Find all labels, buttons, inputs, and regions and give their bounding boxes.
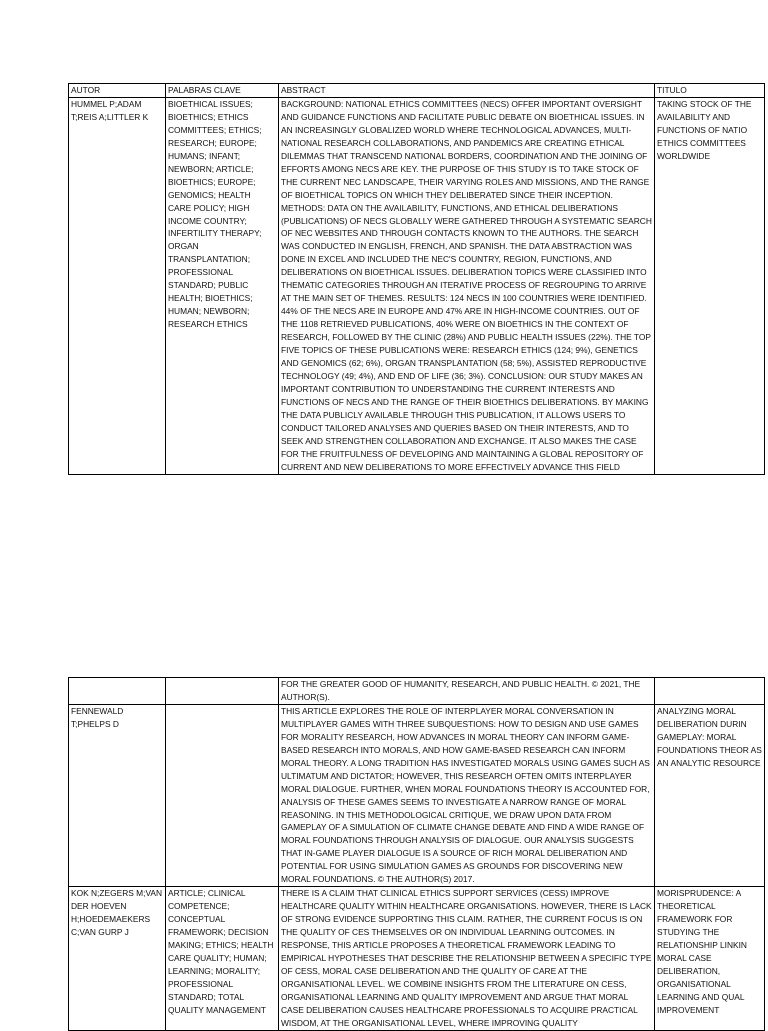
- table-row: [69, 887, 765, 1030]
- cell-palabras-clave[interactable]: [166, 704, 279, 886]
- page-2-table: [68, 677, 765, 1031]
- cell-autor[interactable]: FENNEWALD T;PHELPS D: [69, 704, 166, 886]
- cell-autor[interactable]: HUMMEL P;ADAM T;REIS A;LITTLER K: [69, 97, 166, 474]
- cell-titulo[interactable]: TAKING STOCK OF THE AVAILABILITY AND FUNCTIONS OF NATIO ETHICS COMMITTEES WORLDWIDE: [655, 97, 765, 474]
- cell-titulo[interactable]: ANALYZING MORAL DELIBERATION DURIN GAMEPLAY: MORAL FOUNDATIONS THEOR AS AN ANALYTIC RESOURCE: [655, 704, 765, 886]
- table-row: [69, 97, 765, 474]
- cell-autor[interactable]: KOK N;ZEGERS M;VAN DER HOEVEN H;HOEDEMAEKERS C;VAN GURP J: [69, 887, 166, 1030]
- cell-titulo[interactable]: MORISPRUDENCE: A THEORETICAL FRAMEWORK FOR STUDYING THE RELATIONSHIP LINKIN MORAL CASE DELIBERATION, ORGANISATIONAL LEARNING AND QUAL IMPROVEMENT: [655, 887, 765, 1030]
- cell-palabras-clave[interactable]: ARTICLE; CLINICAL COMPETENCE; CONCEPTUAL FRAMEWORK; DECISION MAKING; ETHICS; HEALTH CARE QUALITY; HUMAN; LEARNING; MORALITY; PROFESSIONAL STANDARD; TOTAL QUALITY MANAGEMENT: [166, 887, 279, 1030]
- continuation-row: [69, 678, 765, 705]
- header-autor[interactable]: AUTOR: [69, 84, 166, 98]
- cell-abstract[interactable]: THERE IS A CLAIM THAT CLINICAL ETHICS SUPPORT SERVICES (CESS) IMPROVE HEALTHCARE QUALITY WITHIN HEALTHCARE ORGANISATIONS. HOWEVER, THERE IS LACK OF STRONG EVIDENCE SUPPORTING THIS CLAIM. RATHER, THE CURRENT FOCUS IS ON THE QUALITY OF CES THEMSELVES OR ON INDIVIDUAL LEARNING OUTCOMES. IN RESPONSE, THIS ARTICLE PROPOSES A THEORETICAL FRAMEWORK LEADING TO EMPIRICAL HYPOTHESES THAT DESCRIBE THE RELATIONSHIP BETWEEN A SPECIFIC TYPE OF CESS, MORAL CASE DELIBERATION AND THE QUALITY OF CARE AT THE ORGANISATIONAL LEVEL. WE COMBINE INSIGHTS FROM THE LITERATURE ON CESS, ORGANISATIONAL LEARNING AND QUALITY IMPROVEMENT AND ARGUE THAT MORAL CASE DELIBERATION CAUSES HEALTHCARE PROFESSIONALS TO ACQUIRE PRACTICAL WISDOM, AT THE ORGANISATIONAL LEVEL, WHERE IMPROVING QUALITY: [279, 887, 655, 1030]
- header-abstract[interactable]: ABSTRACT: [279, 84, 655, 98]
- cell-abstract[interactable]: BACKGROUND: NATIONAL ETHICS COMMITTEES (NECS) OFFER IMPORTANT OVERSIGHT AND GUIDANCE FUNCTIONS AND FACILITATE PUBLIC DEBATE ON BIOETHICAL ISSUES. IN AN INCREASINGLY GLOBALIZED WORLD WHERE TECHNOLOGICAL ADVANCES, MULTI-NATIONAL RESEARCH COLLABORATIONS, AND PANDEMICS ARE CREATING ETHICAL DILEMMAS THAT TRANSCEND NATIONAL BORDERS, COORDINATION AND THE JOINING OF EFFORTS AMONG NECS ARE KEY. THE PURPOSE OF THIS STUDY IS TO TAKE STOCK OF THE CURRENT NEC LANDSCAPE, THEIR VARYING ROLES AND MISSIONS, AND THE RANGE OF BIOETHICAL TOPICS ON WHICH THEY DELIBERATED SINCE THEIR INCEPTION. METHODS: DATA ON THE AVAILABILITY, FUNCTIONS, AND ETHICAL DELIBERATIONS (PUBLICATIONS) OF NECS GLOBALLY WERE GATHERED THROUGH A SYSTEMATIC SEARCH OF NEC WEBSITES AND THROUGH CONTACTS KNOWN TO THE AUTHORS. THE SEARCH WAS CONDUCTED IN ENGLISH, FRENCH, AND SPANISH. THE DATA ABSTRACTION WAS DONE IN EXCEL AND INCLUDED THE NEC'S COUNTRY, REGION, FUNCTIONS, AND DELIBERATIONS ON BIOETHICAL ISSUES. DELIBERATION TOPICS WERE CLASSIFIED INTO THEMATIC CATEGORIES THROUGH AN ITERATIVE PROCESS OF REGROUPING TO ARRIVE AT THE MAIN SET OF THEMES. RESULTS: 124 NECS IN 100 COUNTRIES WERE IDENTIFIED. 44% OF THE NECS ARE IN EUROPE AND 47% ARE IN HIGH-INCOME COUNTRIES. OUT OF THE 1108 RETRIEVED PUBLICATIONS, 40% WERE ON BIOETHICS IN THE CONTEXT OF RESEARCH, FOLLOWED BY THE CLINIC (28%) AND PUBLIC HEALTH ISSUES (22%). THE TOP FIVE TOPICS OF THESE PUBLICATIONS WERE: RESEARCH ETHICS (124; 9%), GENETICS AND GENOMICS (62; 6%), ORGAN TRANSPLANTATION (58; 5%), ASSISTED REPRODUCTIVE TECHNOLOGY (49; 4%), AND END OF LIFE (36; 3%). CONCLUSION: OUR STUDY MAKES AN IMPORTANT CONTRIBUTION TO UNDERSTANDING THE CURRENT INTERESTS AND FUNCTIONS OF NECS AND THE RANGE OF THEIR BIOETHICS DELIBERATIONS. BY MAKING THE DATA PUBLICLY AVAILABLE THROUGH THIS PUBLICATION, IT ALLOWS USERS TO CONDUCT TAILORED ANALYSES AND QUERIES BASED ON THEIR INTERESTS, AND TO SEEK AND STRENGTHEN COLLABORATION AND EXCHANGE. IT ALSO MAKES THE CASE FOR THE FRUITFULNESS OF DEVELOPING AND MAINTAINING A GLOBAL REPOSITORY OF CURRENT AND NEW DELIBERATIONS TO MORE EFFECTIVELY ADVANCE THIS FIELD: [279, 97, 655, 474]
- cell-palabras-clave[interactable]: BIOETHICAL ISSUES; BIOETHICS; ETHICS COMMITTEES; ETHICS; RESEARCH; EUROPE; HUMANS; INFANT; NEWBORN; ARTICLE; BIOETHICS; EUROPE; GENOMICS; HEALTH CARE POLICY; HIGH INCOME COUNTRY; INFERTILITY THERAPY; ORGAN TRANSPLANTATION; PROFESSIONAL STANDARD; PUBLIC HEALTH; BIOETHICS; HUMAN; NEWBORN; RESEARCH ETHICS: [166, 97, 279, 474]
- header-row: [69, 84, 765, 98]
- cell-abstract-continuation[interactable]: FOR THE GREATER GOOD OF HUMANITY, RESEARCH, AND PUBLIC HEALTH. © 2021, THE AUTHOR(S).: [279, 678, 655, 705]
- header-palabras-clave[interactable]: PALABRAS CLAVE: [166, 84, 279, 98]
- table-row: [69, 704, 765, 886]
- page-1-table: [68, 83, 765, 475]
- cell-titulo-empty[interactable]: [655, 678, 765, 705]
- cell-palabras-clave-empty[interactable]: [166, 678, 279, 705]
- cell-abstract[interactable]: THIS ARTICLE EXPLORES THE ROLE OF INTERPLAYER MORAL CONVERSATION IN MULTIPLAYER GAMES WITH THREE SUBQUESTIONS: HOW TO DESIGN AND USE GAMES FOR MORALITY RESEARCH, HOW ADVANCES IN MORAL THEORY CAN INFORM GAME-BASED RESEARCH INTO MORALS, AND HOW GAME-BASED RESEARCH CAN INFORM MORAL THEORY. A LONG TRADITION HAS INVESTIGATED MORALS USING GAMES SUCH AS ULTIMATUM AND DICTATOR; HOWEVER, THIS RESEARCH OFTEN OMITS INTERPLAYER MORAL DIALOGUE. FURTHER, WHEN MORAL FOUNDATIONS THEORY IS ACCOUNTED FOR, ANALYSIS OF THESE GAMES SEEMS TO INVESTIGATE A NARROW RANGE OF MORAL REASONING. IN THIS METHODOLOGICAL CRITIQUE, WE DRAW UPON DATA FROM GAMEPLAY OF A SIMULATION OF CLIMATE CHANGE DEBATE AND FIND A WIDE RANGE OF MORAL FOUNDATIONS THROUGH ANALYSIS OF DIALOGUE. OUR ANALYSIS SUGGESTS THAT IN-GAME PLAYER DIALOGUE IS A SOURCE OF RICH MORAL DELIBERATION AND POTENTIAL FOR USING SIMULATION GAMES AS GROUNDS FOR DISCOVERING NEW MORAL FOUNDATIONS. © THE AUTHOR(S) 2017.: [279, 704, 655, 886]
- header-titulo[interactable]: TITULO: [655, 84, 765, 98]
- cell-autor-empty[interactable]: [69, 678, 166, 705]
